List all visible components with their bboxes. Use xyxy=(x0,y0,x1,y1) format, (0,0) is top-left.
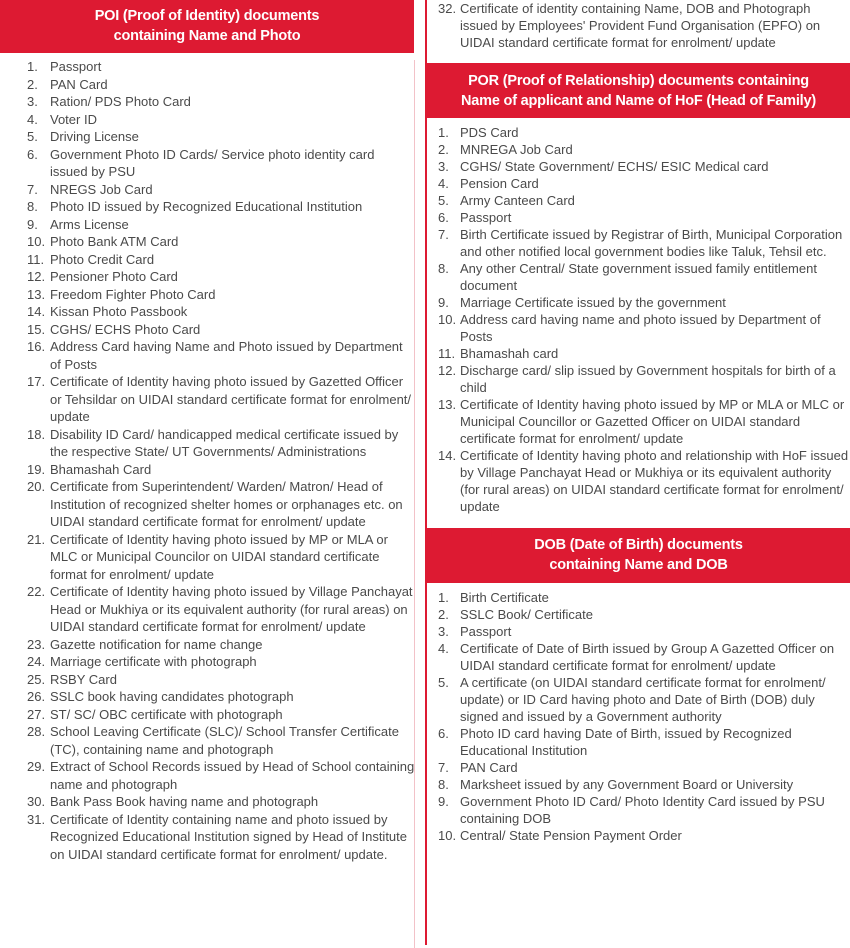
item-number: 13. xyxy=(438,397,457,412)
item-number: 31. xyxy=(27,811,46,827)
document-list-item xyxy=(0,93,415,111)
item-number: 27. xyxy=(27,706,46,722)
item-number: 17. xyxy=(27,374,46,389)
item-text: Marriage certificate with photograph xyxy=(50,654,257,669)
item-number: 9. xyxy=(438,794,449,809)
item-number: 32. xyxy=(438,1,457,16)
item-number: 13. xyxy=(27,286,46,302)
document-list-item xyxy=(425,759,850,776)
item-text: Government Photo ID Cards/ Service photo identity card issued by PSU xyxy=(50,146,375,179)
por-section-header xyxy=(427,63,850,118)
item-text: Bhamashah Card xyxy=(50,461,152,477)
item-text: Passport xyxy=(460,210,512,225)
dob-document-list xyxy=(425,589,850,844)
document-list-item xyxy=(0,461,415,479)
item-text: Photo Credit Card xyxy=(50,251,155,267)
item-text: Kissan Photo Passbook xyxy=(50,304,188,319)
item-text: Freedom Fighter Photo Card xyxy=(50,286,216,302)
item-number: 1. xyxy=(438,590,449,605)
document-list-item xyxy=(425,311,850,345)
document-list-item xyxy=(425,141,850,158)
item-text: Pension Card xyxy=(460,176,539,191)
item-text: Central/ State Pension Payment Order xyxy=(460,828,682,843)
por-title-line1: POR (Proof of Relationship) documents containing xyxy=(468,73,809,89)
item-number: 6. xyxy=(27,146,38,162)
item-number: 10. xyxy=(438,828,457,843)
item-text: Marriage Certificate issued by the government xyxy=(460,295,726,310)
item-text: Government Photo ID Card/ Photo Identity Card issued by PSU containing DOB xyxy=(460,794,825,826)
document-list-item xyxy=(425,226,850,260)
item-text: Bank Pass Book having name and photograph xyxy=(50,794,319,809)
item-number: 14. xyxy=(27,304,46,319)
document-list-item xyxy=(425,725,850,759)
document-list-item xyxy=(0,198,415,216)
item-text: Certificate of identity containing Name, DOB and Photograph issued by Employees' Provident Fund Organisation (EPFO) on UIDAI standard certificate format for enrolment/ update xyxy=(460,1,821,50)
document-list-item xyxy=(0,531,415,584)
item-number: 10. xyxy=(27,234,46,249)
document-list-item xyxy=(0,181,415,199)
item-number: 6. xyxy=(438,726,449,741)
document-list-item xyxy=(425,260,850,294)
item-text: Arms License xyxy=(50,216,129,232)
document-list-item xyxy=(425,158,850,175)
document-list-item xyxy=(0,671,415,689)
item-number: 18. xyxy=(27,426,46,442)
item-text: SSLC book having candidates photograph xyxy=(50,689,294,704)
document-list-item xyxy=(0,268,415,286)
item-text: PAN Card xyxy=(50,76,108,92)
document-list-item xyxy=(0,583,415,636)
document-list-item xyxy=(425,396,850,447)
item-text: Certificate of Identity having photo issued by Village Panchayat Head or Mukhiya or its equivalent authority (for rural areas) on UIDAI standard certificate format for enrolment/ update xyxy=(50,584,413,634)
item-number: 2. xyxy=(27,76,38,92)
document-list-item xyxy=(0,338,415,373)
item-text: Certificate of Identity having photo issued by MP or MLA or MLC or Municipal Councillor or Gazetted Officer on UIDAI standard certificate format for enrolment/ update xyxy=(460,397,845,446)
document-list-item xyxy=(425,175,850,192)
item-number: 7. xyxy=(438,760,449,775)
item-number: 25. xyxy=(27,671,46,687)
item-text: Certificate from Superintendent/ Warden/ Matron/ Head of Institution of recognized shelter homes or orphanages etc. on UIDAI standard certificate format for enrolment/ update xyxy=(50,479,403,529)
item-text: Ration/ PDS Photo Card xyxy=(50,94,191,109)
item-number: 11. xyxy=(27,251,45,267)
item-text: Photo ID card having Date of Birth, issued by Recognized Educational Institution xyxy=(460,726,792,758)
item-text: MNREGA Job Card xyxy=(460,142,573,157)
item-number: 4. xyxy=(438,641,449,656)
item-text: PDS Card xyxy=(460,125,519,140)
item-number: 8. xyxy=(438,777,449,792)
document-list-item xyxy=(425,209,850,226)
document-list-item xyxy=(0,303,415,321)
item-text: NREGS Job Card xyxy=(50,181,153,197)
item-text: RSBY Card xyxy=(50,671,117,687)
poi-document-list-continued xyxy=(425,0,850,51)
por-title-line2: Name of applicant and Name of HoF (Head of Family) xyxy=(461,93,816,109)
document-list-item xyxy=(0,251,415,269)
item-number: 5. xyxy=(438,193,449,208)
item-text: CGHS/ ECHS Photo Card xyxy=(50,321,201,337)
poi-title-line1: POI (Proof of Identity) documents xyxy=(94,8,320,24)
item-number: 8. xyxy=(438,261,449,276)
item-number: 30. xyxy=(27,794,46,809)
item-number: 3. xyxy=(438,159,449,174)
item-number: 2. xyxy=(438,142,449,157)
item-text: Photo Bank ATM Card xyxy=(50,234,179,249)
item-text: Marksheet issued by any Government Board or University xyxy=(460,777,794,792)
item-number: 3. xyxy=(27,94,38,109)
item-number: 23. xyxy=(27,636,46,652)
item-number: 20. xyxy=(27,479,46,494)
document-list-item xyxy=(425,192,850,209)
item-text: Photo ID issued by Recognized Educational Institution xyxy=(50,199,363,214)
document-list-item xyxy=(425,345,850,362)
item-text: Certificate of Identity containing name and photo issued by Recognized Educational Institution signed by Head of Institute on UIDAI standard certificate format for enrolment/ update. xyxy=(50,811,408,862)
item-number: 4. xyxy=(27,111,38,127)
document-list-item xyxy=(425,793,850,827)
document-list-item xyxy=(425,606,850,623)
item-text: Passport xyxy=(460,624,512,639)
item-number: 9. xyxy=(27,216,38,232)
document-list-item xyxy=(0,653,415,671)
document-list-item xyxy=(0,758,415,793)
item-number: 3. xyxy=(438,624,449,639)
item-text: Driving License xyxy=(50,129,139,144)
item-text: Certificate of Identity having photo issued by MP or MLA or MLC or Municipal Councilor on UIDAI standard certificate format for enrolment/ update xyxy=(50,531,388,582)
item-number: 28. xyxy=(27,724,46,739)
document-list-item xyxy=(425,640,850,674)
item-text: Any other Central/ State government issued family entitlement document xyxy=(460,261,817,293)
document-list-item xyxy=(0,426,415,461)
item-text: CGHS/ State Government/ ECHS/ ESIC Medical card xyxy=(460,159,769,174)
document-list-item xyxy=(0,321,415,339)
document-list-item xyxy=(0,58,415,76)
document-list-item xyxy=(0,793,415,811)
item-text: Pensioner Photo Card xyxy=(50,269,178,284)
document-list-item xyxy=(0,216,415,234)
document-list-item xyxy=(425,0,850,51)
document-list-item xyxy=(425,674,850,725)
item-number: 29. xyxy=(27,759,46,774)
document-list-item xyxy=(0,111,415,129)
document-list-item xyxy=(0,636,415,654)
item-text: Address Card having Name and Photo issued by Department of Posts xyxy=(50,339,403,372)
document-list-item xyxy=(0,478,415,531)
document-list-item xyxy=(0,706,415,724)
right-column xyxy=(425,0,850,948)
item-number: 2. xyxy=(438,607,449,622)
item-number: 22. xyxy=(27,584,46,599)
item-number: 21. xyxy=(27,531,46,547)
document-list-item xyxy=(0,76,415,94)
item-number: 15. xyxy=(27,321,46,337)
item-number: 7. xyxy=(438,227,449,242)
item-number: 8. xyxy=(27,199,38,214)
document-list-item xyxy=(0,146,415,181)
item-number: 1. xyxy=(27,59,38,74)
item-text: Voter ID xyxy=(50,111,97,127)
item-number: 19. xyxy=(27,461,46,477)
document-list-item xyxy=(425,362,850,396)
item-number: 4. xyxy=(438,176,449,191)
item-number: 6. xyxy=(438,210,449,225)
item-number: 24. xyxy=(27,654,46,669)
dob-title-line1: DOB (Date of Birth) documents xyxy=(534,537,743,553)
document-list-item xyxy=(0,128,415,146)
item-number: 7. xyxy=(27,181,38,197)
item-text: Disability ID Card/ handicapped medical certificate issued by the respective State/ UT Governments/ Administrations xyxy=(50,426,399,459)
poi-section-header xyxy=(0,0,414,53)
left-column xyxy=(0,0,415,948)
document-list-item xyxy=(0,811,415,864)
item-number: 9. xyxy=(438,295,449,310)
item-text: Discharge card/ slip issued by Government hospitals for birth of a child xyxy=(460,363,836,395)
item-text: Bhamashah card xyxy=(460,346,559,361)
item-text: Army Canteen Card xyxy=(460,193,575,208)
item-text: Birth Certificate xyxy=(460,590,549,605)
item-text: ST/ SC/ OBC certificate with photograph xyxy=(50,706,283,722)
item-text: Address card having name and photo issued by Department of Posts xyxy=(460,312,821,344)
item-text: A certificate (on UIDAI standard certificate format for enrolment/ update) or ID Card having photo and Date of Birth (DOB) duly signed and issued by a Government authority xyxy=(460,675,826,724)
document-list-item xyxy=(0,373,415,426)
item-text: Certificate of Identity having photo and relationship with HoF issued by Village Panchayat Head or Mukhiya or its equivalent authority (for rural areas) on UIDAI standard certificate format for enrolment/ update xyxy=(460,448,849,514)
document-list-item xyxy=(425,827,850,844)
item-text: Certificate of Identity having photo issued by Gazetted Officer or Tehsildar on UIDAI standard certificate format for enrolment/ update xyxy=(50,374,412,424)
item-number: 5. xyxy=(438,675,449,690)
document-list-item xyxy=(425,589,850,606)
document-list-item xyxy=(425,776,850,793)
item-number: 1. xyxy=(438,125,449,140)
item-text: Gazette notification for name change xyxy=(50,636,263,652)
document-list-item xyxy=(0,688,415,706)
item-number: 26. xyxy=(27,689,46,704)
document-list-item xyxy=(0,233,415,251)
item-number: 10. xyxy=(438,312,457,327)
item-number: 12. xyxy=(27,269,46,284)
item-number: 16. xyxy=(27,339,46,354)
document-list-item xyxy=(425,447,850,515)
item-text: Extract of School Records issued by Head of School containing name and photograph xyxy=(50,759,415,792)
item-number: 5. xyxy=(27,129,38,144)
item-text: Certificate of Date of Birth issued by Group A Gazetted Officer on UIDAI standard certificate format for enrolment/ update xyxy=(460,641,835,673)
item-text: PAN Card xyxy=(460,760,518,775)
document-list-item xyxy=(0,286,415,304)
document-list-item xyxy=(0,723,415,758)
item-number: 11. xyxy=(438,346,456,361)
document-list-item xyxy=(425,294,850,311)
item-text: Birth Certificate issued by Registrar of Birth, Municipal Corporation and other notified local government bodies like Taluk, Tehsil etc. xyxy=(460,227,843,259)
item-text: School Leaving Certificate (SLC)/ School Transfer Certificate (TC), containing name and photograph xyxy=(50,724,399,757)
dob-section-header xyxy=(427,528,850,583)
poi-title-line2: containing Name and Photo xyxy=(113,28,301,44)
por-document-list xyxy=(425,124,850,515)
item-number: 14. xyxy=(438,448,457,463)
item-text: Passport xyxy=(50,59,102,74)
document-list-item xyxy=(425,124,850,141)
poi-document-list xyxy=(0,58,415,863)
document-list-item xyxy=(425,623,850,640)
item-number: 12. xyxy=(438,363,457,378)
dob-title-line2: containing Name and DOB xyxy=(549,557,728,573)
item-text: SSLC Book/ Certificate xyxy=(460,607,593,622)
